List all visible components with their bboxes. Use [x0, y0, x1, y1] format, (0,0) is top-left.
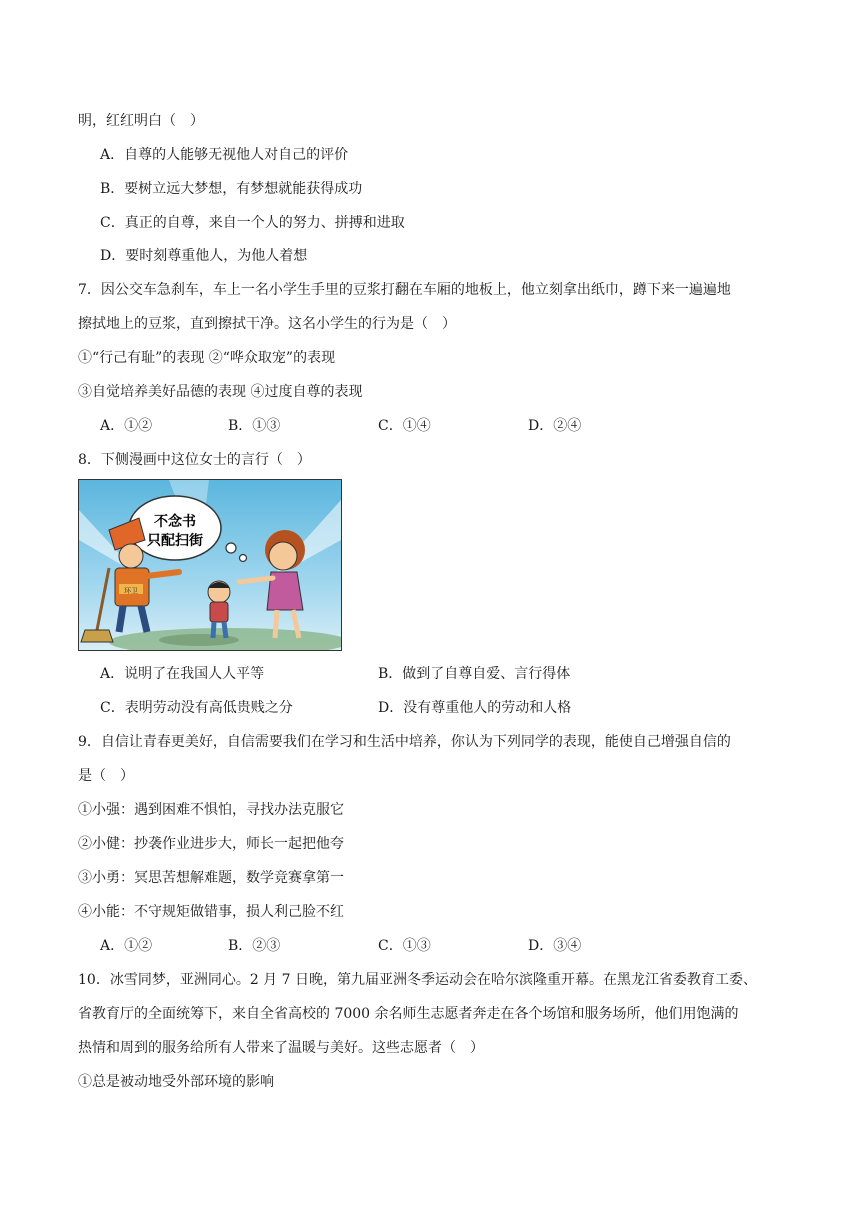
- q9-stem-line2: 是（ ）: [78, 768, 134, 784]
- q9-statement-2: ②小健：抄袭作业进步大，师长一起把他夸: [78, 836, 344, 852]
- q6-option-b: B．要树立远大梦想，有梦想就能获得成功: [100, 181, 363, 197]
- q9-stem-line1: 9．自信让青春更美好，自信需要我们在学习和生活中培养，你认为下列同学的表现，能使自己增强自信的: [78, 734, 731, 750]
- q7-stem-line1: 7．因公交车急刹车，车上一名小学生手里的豆浆打翻在车厢的地板上，他立刻拿出纸巾，蹲下来一遍遍地: [78, 282, 731, 298]
- q7-option-d: D．②④: [528, 418, 582, 434]
- q9-statement-4: ④小能：不守规矩做错事，损人利己脸不红: [78, 904, 344, 920]
- q8-stem: 8．下侧漫画中这位女士的言行（ ）: [78, 452, 311, 468]
- q6-stem-tail: 明，红红明白（ ）: [78, 113, 204, 129]
- q6-option-a: A．自尊的人能够无视他人对自己的评价: [100, 147, 349, 163]
- comic-bubble-line1: 不念书: [154, 514, 196, 530]
- q9-statement-3: ③小勇：冥思苦想解难题，数学竞赛拿第一: [78, 870, 344, 886]
- q6-option-c: C．真正的自尊，来自一个人的努力、拼搏和进取: [100, 215, 405, 231]
- q8-option-d: D．没有尊重他人的劳动和人格: [378, 700, 572, 716]
- q10-stem-line1: 10．冰雪同梦，亚洲同心。2 月 7 日晚，第九届亚洲冬季运动会在哈尔滨隆重开幕。在黑龙江省委教育工委、: [78, 972, 757, 988]
- q7-option-b: B．①③: [228, 418, 281, 434]
- q8-option-c: C．表明劳动没有高低贵贱之分: [100, 700, 293, 716]
- q10-stem-line3: 热情和周到的服务给所有人带来了温暖与美好。这些志愿者（ ）: [78, 1040, 484, 1056]
- q8-option-a: A．说明了在我国人人平等: [100, 666, 265, 682]
- q7-statements-line2: ③自觉培养美好品德的表现 ④过度自尊的表现: [78, 384, 363, 400]
- q7-stem-line2: 擦拭地上的豆浆，直到擦拭干净。这名小学生的行为是（ ）: [78, 316, 456, 332]
- q7-statements-line1: ①“行己有耻”的表现 ②“哗众取宠”的表现: [78, 350, 336, 366]
- q9-option-b: B．②③: [228, 938, 281, 954]
- q9-statement-1: ①小强：遇到困难不惧怕，寻找办法克服它: [78, 802, 344, 818]
- comic-bubble-line2: 只配扫街: [147, 533, 203, 549]
- q9-option-c: C．①③: [378, 938, 431, 954]
- q7-option-c: C．①④: [378, 418, 431, 434]
- q7-option-a: A．①②: [100, 418, 153, 434]
- q9-option-d: D．③④: [528, 938, 582, 954]
- q6-option-d: D．要时刻尊重他人，为他人着想: [100, 248, 308, 264]
- q9-option-a: A．①②: [100, 938, 153, 954]
- q8-option-b: B．做到了自尊自爱、言行得体: [378, 666, 571, 682]
- q8-comic-illustration: [78, 479, 342, 651]
- comic-vest-label: 环卫: [124, 587, 138, 595]
- q10-statement-1: ①总是被动地受外部环境的影响: [78, 1074, 274, 1090]
- q10-stem-line2: 省教育厅的全面统筹下，来自全省高校的 7000 余名师生志愿者奔走在各个场馆和服务场所，他们用饱满的: [78, 1006, 739, 1022]
